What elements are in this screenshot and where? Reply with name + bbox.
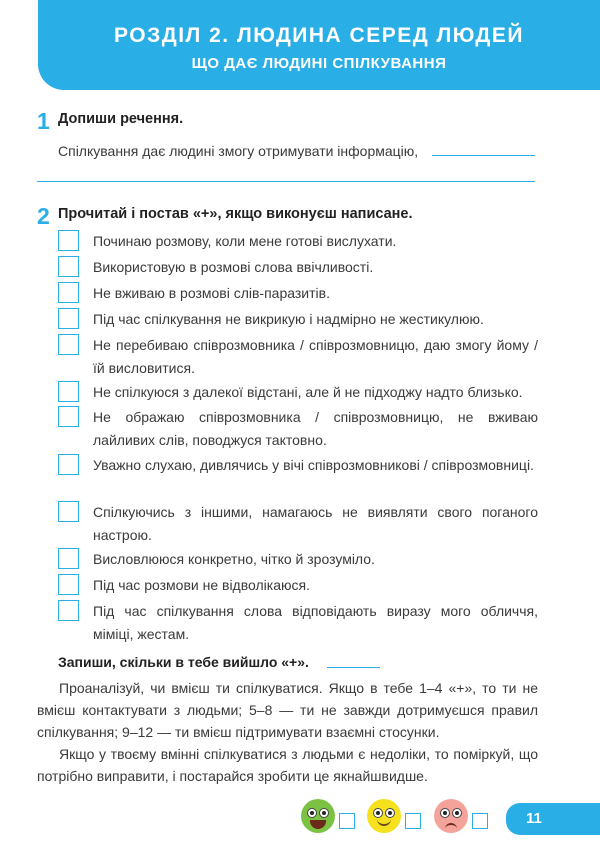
checklist-item-text: Спілкуючись з іншими, намагаюсь не виявляти свого поганого настрою.	[93, 504, 538, 543]
checklist-item-text: Не перебиваю співрозмовника / співрозмовницю, даю змогу йому / їй висловитися.	[93, 337, 538, 376]
checklist-item-text: Під час розмови не відволікаюся.	[93, 577, 310, 593]
laughing-face-icon	[301, 799, 335, 833]
checklist-item-text: Висловлююся конкретно, чітко й зрозуміло.	[93, 551, 375, 567]
checkbox[interactable]	[58, 308, 79, 329]
lesson-title: ЩО ДАЄ ЛЮДИНІ СПІЛКУВАННЯ	[191, 55, 447, 72]
task-2-title: Прочитай і постав «+», якщо виконуєш написане.	[58, 206, 413, 222]
checklist-item-text: Не ображаю співрозмовника / співрозмовницю, не вживаю лайливих слів, поводжуся тактовно.	[93, 409, 538, 448]
count-answer-line[interactable]	[327, 667, 380, 668]
chapter-header	[38, 0, 600, 90]
checklist-item-text: Починаю розмову, коли мене готові вислухати.	[93, 233, 397, 249]
page-number: 11	[506, 803, 600, 835]
task-1-answer-line-1[interactable]	[432, 155, 535, 156]
checklist-item-text: Уважно слухаю, дивлячись у вічі співрозмовникові / співрозмовниці.	[93, 457, 534, 473]
checklist-item-text: Під час спілкування слова відповідають виразу мого обличчя, міміці, жестам.	[93, 603, 538, 642]
checkbox[interactable]	[58, 548, 79, 569]
task-1-answer-line-2[interactable]	[37, 181, 535, 182]
checkbox[interactable]	[58, 574, 79, 595]
task-1-number: 1	[37, 108, 50, 134]
self-assessment-box[interactable]	[405, 813, 421, 829]
self-assessment-box[interactable]	[339, 813, 355, 829]
checkbox[interactable]	[58, 501, 79, 522]
smiling-face-icon	[367, 799, 401, 833]
checkbox[interactable]	[58, 256, 79, 277]
checkbox[interactable]	[58, 406, 79, 427]
checklist-item-text: Не вживаю в розмові слів-паразитів.	[93, 285, 330, 301]
checklist-item-text: Не спілкуюся з далекої відстані, але й не підходжу надто близько.	[93, 384, 523, 400]
checkbox[interactable]	[58, 381, 79, 402]
analysis-paragraph: Проаналізуй, чи вмієш ти спілкуватися. Якщо в тебе 1–4 «+», то ти не вмієш контактувати з людьми; 5–8 — ти не завжди дотримуєшся правил спілкування; 9–12 — ти вмієш підтримувати взаємні стосунки.	[37, 680, 538, 740]
advice-paragraph: Якщо у твоєму вмінні спілкуватися з людьми є недоліки, то поміркуй, що потрібно виправити, і постарайся зробити це якнайшвидше.	[37, 746, 538, 784]
checkbox[interactable]	[58, 334, 79, 355]
checklist-item-text: Використовую в розмові слова ввічливості.	[93, 259, 374, 275]
checkbox[interactable]	[58, 454, 79, 475]
task-1-title: Допиши речення.	[58, 111, 184, 127]
count-prompt: Запиши, скільки в тебе вийшло «+».	[58, 654, 309, 670]
task-2-number: 2	[37, 203, 50, 229]
self-assessment-box[interactable]	[472, 813, 488, 829]
chapter-title: РОЗДІЛ 2. ЛЮДИНА СЕРЕД ЛЮДЕЙ	[114, 24, 524, 47]
checkbox[interactable]	[58, 282, 79, 303]
worried-face-icon	[434, 799, 468, 833]
checkbox[interactable]	[58, 600, 79, 621]
checkbox[interactable]	[58, 230, 79, 251]
checklist-item-text: Під час спілкування не викрикую і надмірно не жестикулюю.	[93, 311, 484, 327]
task-1-sentence: Спілкування дає людині змогу отримувати інформацію,	[58, 143, 419, 159]
